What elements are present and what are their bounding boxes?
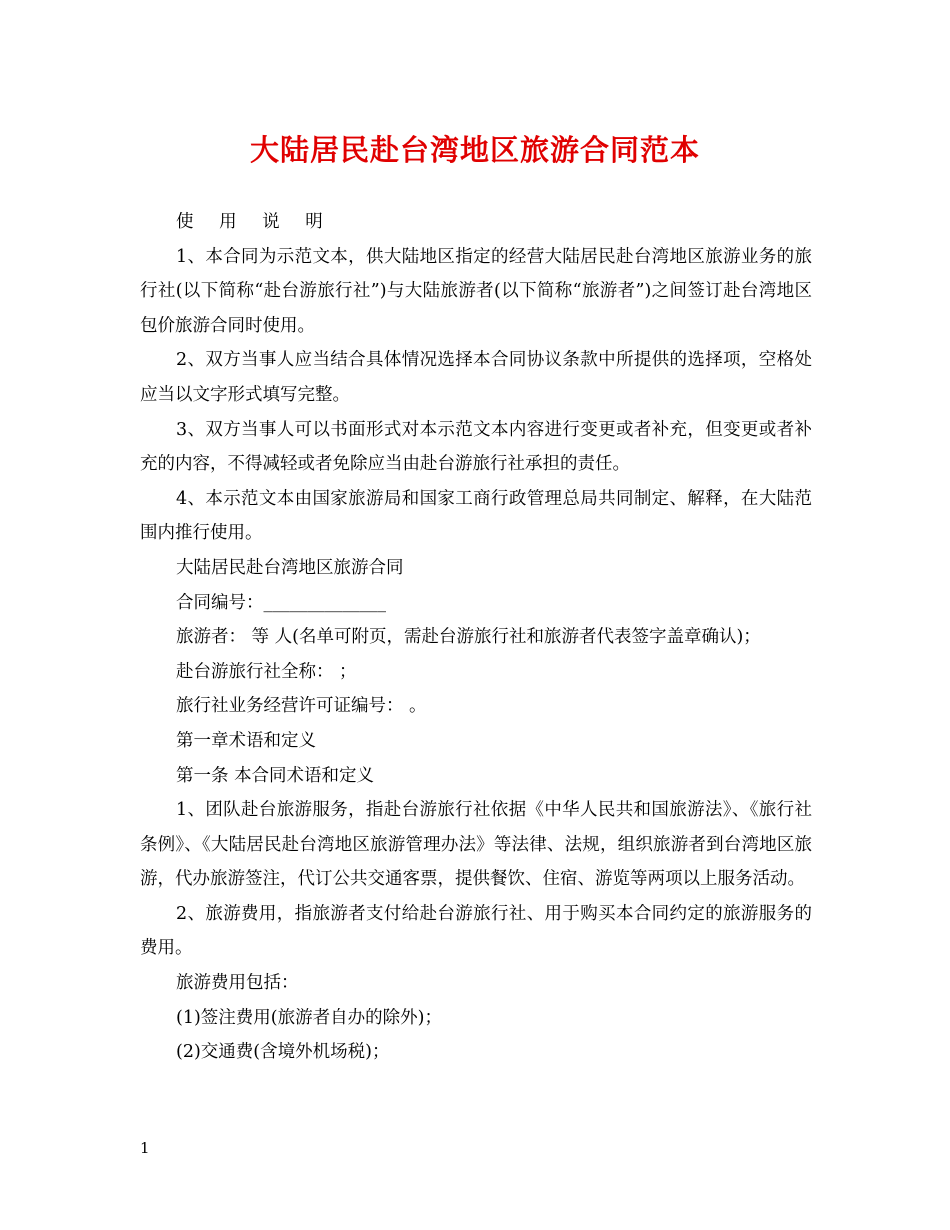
paragraph-usage-4: 4、本示范文本由国家旅游局和国家工商行政管理总局共同制定、解释，在大陆范围内推行使用。 [140, 488, 812, 544]
fee-item-2: (2)交通费(含境外机场税)； [176, 1042, 390, 1063]
paragraph-usage-1: 1、本合同为示范文本，供大陆地区指定的经营大陆居民赴台湾地区旅游业务的旅行社(以下简称“赴台游旅行社”)与大陆旅游者(以下简称“旅游者”)之间签订赴台湾地区包价旅游合同时使用。 [140, 246, 812, 336]
article-heading: 第一条 本合同术语和定义 [176, 765, 375, 786]
paragraph-usage-2: 2、双方当事人应当结合具体情况选择本合同协议条款中所提供的选择项，空格处应当以文字形式填写完整。 [140, 350, 812, 405]
fee-item-1: (1)签注费用(旅游者自办的除外)； [176, 1007, 442, 1028]
definition-2: 2、旅游费用，指旅游者支付给赴台游旅行社、用于购买本合同约定的旅游服务的费用。 [140, 903, 812, 959]
document-title: 大陆居民赴台湾地区旅游合同范本 [249, 133, 700, 167]
agency-name-line: 赴台游旅行社全称： ； [176, 661, 357, 682]
paragraph-usage-3: 3、双方当事人可以书面形式对本示范文本内容进行变更或者补充，但变更或者补充的内容，不得减轻或者免除应当由赴台游旅行社承担的责任。 [140, 419, 812, 475]
definition-1: 1、团队赴台旅游服务，指赴台游旅行社依据《中华人民共和国旅游法》、《旅行社条例》、《大陆居民赴台湾地区旅游管理办法》等法律、法规，组织旅游者到台湾地区旅游，代办旅游签注，代订公共交通客票，提供餐饮、住宿、游览等两项以上服务活动。 [140, 800, 812, 890]
license-number-line: 旅行社业务经营许可证编号： 。 [176, 696, 427, 717]
page-number: 1 [140, 1139, 150, 1157]
traveler-line: 旅游者： 等 人(名单可附页，需赴台游旅行社和旅游者代表签字盖章确认)； [176, 627, 761, 648]
usage-heading: 使 用 说 明 [176, 212, 333, 232]
document-body [140, 205, 812, 1070]
contract-number-line: 合同编号：______________ [176, 592, 386, 613]
chapter-heading: 第一章术语和定义 [176, 730, 316, 751]
contract-title-line: 大陆居民赴台湾地区旅游合同 [176, 557, 404, 578]
fees-include-label: 旅游费用包括： [176, 973, 299, 994]
